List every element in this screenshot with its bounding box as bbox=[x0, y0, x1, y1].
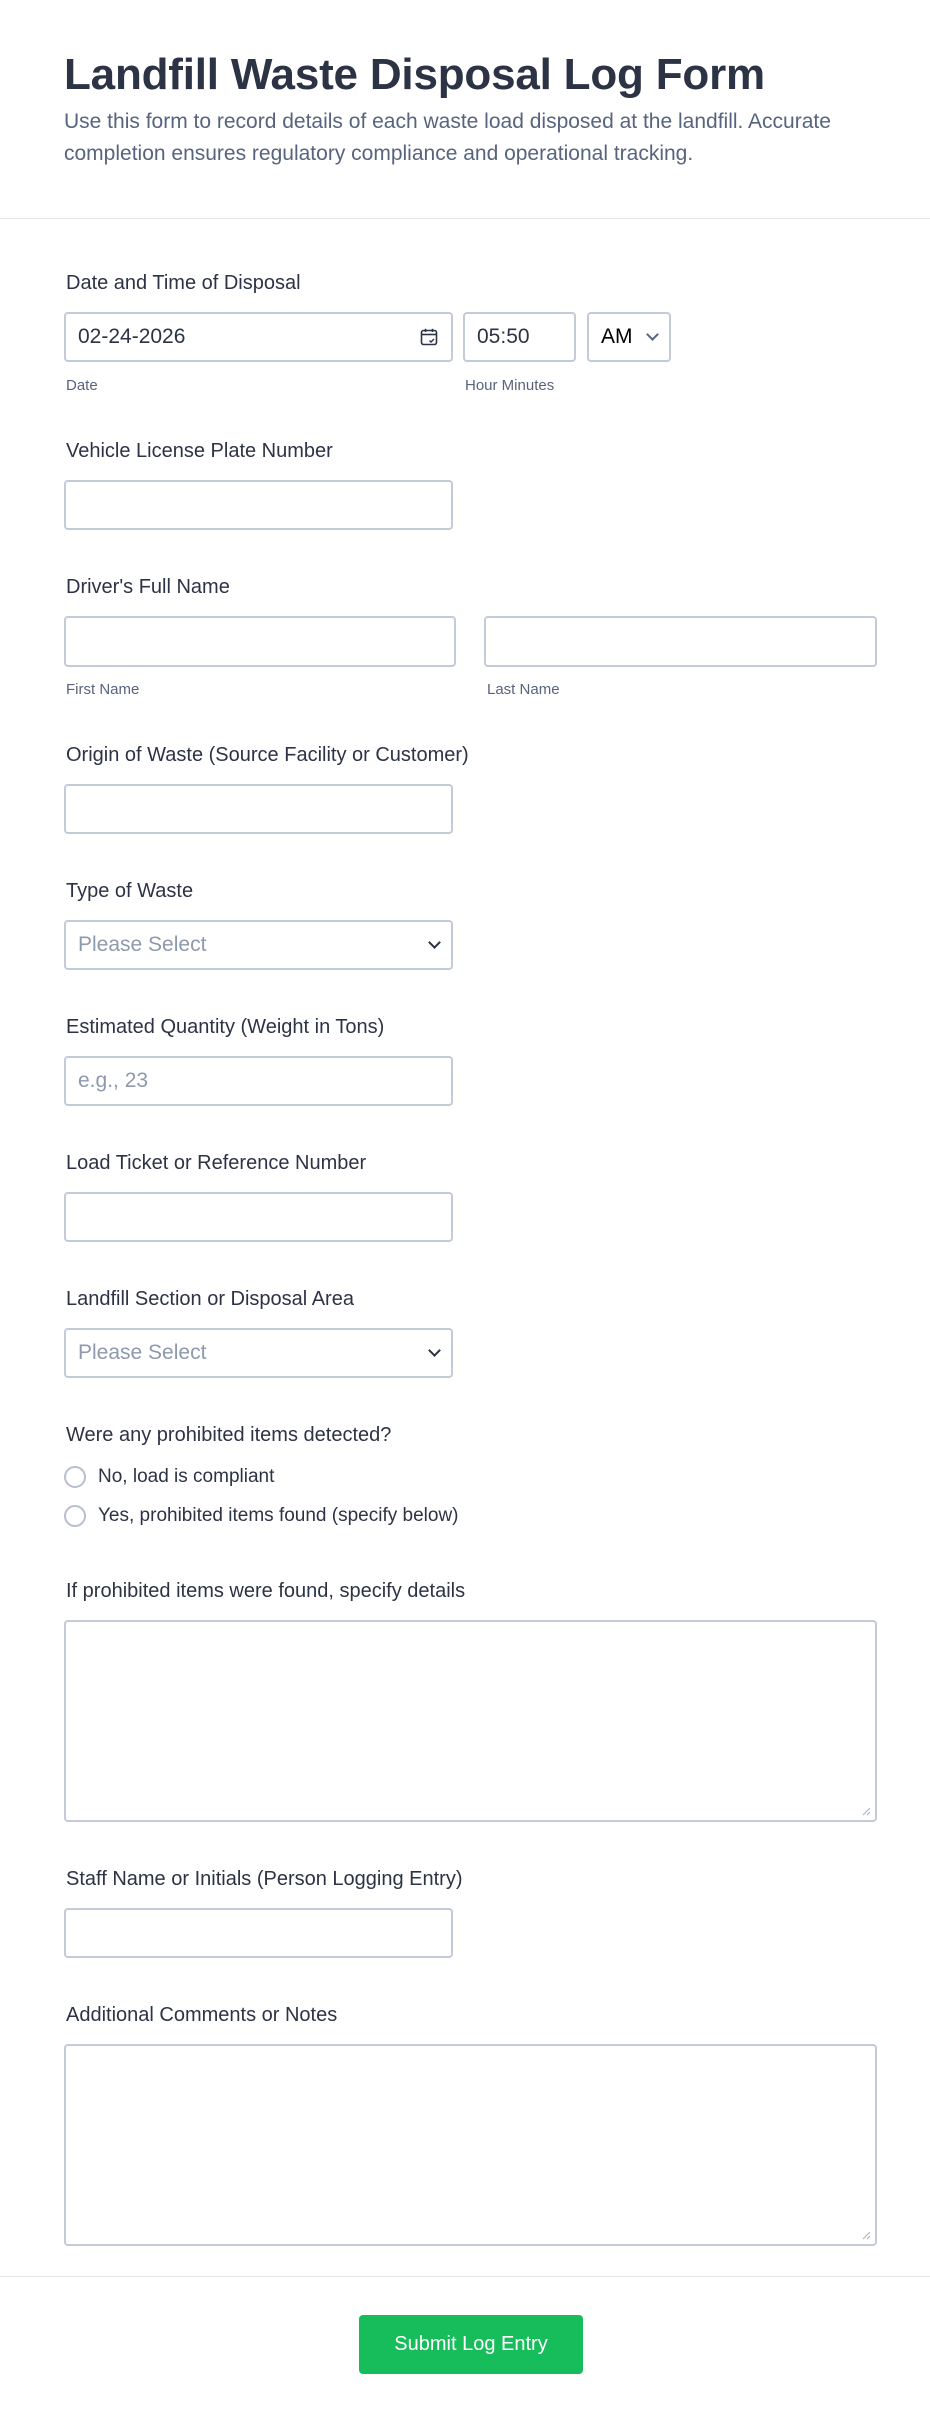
quantity-placeholder: e.g., 23 bbox=[78, 1069, 149, 1092]
section-label: Landfill Section or Disposal Area bbox=[66, 1288, 354, 1310]
section-select[interactable] bbox=[64, 1328, 453, 1378]
time-input[interactable] bbox=[463, 312, 576, 362]
waste-type-placeholder: Please Select bbox=[78, 933, 207, 956]
date-input[interactable] bbox=[64, 312, 453, 362]
section-placeholder: Please Select bbox=[78, 1341, 207, 1364]
time-sublabel: Hour Minutes bbox=[465, 377, 555, 394]
prohibited-details-label: If prohibited items were found, specify details bbox=[66, 1580, 466, 1602]
date-value: 02-24-2026 bbox=[78, 325, 186, 348]
prohibited-label: Were any prohibited items detected? bbox=[66, 1424, 392, 1446]
calendar-icon[interactable] bbox=[420, 328, 438, 346]
radio-option-compliant[interactable] bbox=[64, 1466, 274, 1488]
comments-label: Additional Comments or Notes bbox=[66, 2004, 338, 2026]
chevron-down-icon bbox=[646, 328, 659, 341]
ticket-input[interactable] bbox=[64, 1192, 453, 1242]
resize-handle-icon[interactable] bbox=[861, 1806, 871, 1816]
form-header bbox=[0, 0, 930, 219]
ampm-value: AM bbox=[601, 325, 633, 348]
quantity-input[interactable] bbox=[64, 1056, 453, 1106]
ampm-select[interactable] bbox=[587, 312, 671, 362]
date-time-label: Date and Time of Disposal bbox=[66, 272, 301, 294]
radio-label: Yes, prohibited items found (specify below) bbox=[98, 1505, 459, 1526]
quantity-label: Estimated Quantity (Weight in Tons) bbox=[66, 1016, 385, 1038]
waste-type-label: Type of Waste bbox=[66, 880, 194, 902]
first-name-sublabel: First Name bbox=[66, 681, 140, 698]
chevron-down-icon bbox=[428, 1344, 441, 1357]
form-description: Use this form to record details of each waste load disposed at the landfill. Accurate completion ensures regulatory compliance and operational tracking. bbox=[64, 110, 831, 165]
radio-option-prohibited-found[interactable] bbox=[64, 1505, 459, 1527]
comments-textarea[interactable] bbox=[64, 2044, 877, 2246]
chevron-down-icon bbox=[428, 936, 441, 949]
waste-type-select[interactable] bbox=[64, 920, 453, 970]
first-name-input[interactable] bbox=[64, 616, 456, 667]
time-value: 05:50 bbox=[477, 325, 530, 348]
prohibited-details-textarea[interactable] bbox=[64, 1620, 877, 1822]
plate-input[interactable] bbox=[64, 480, 453, 530]
radio-button[interactable] bbox=[64, 1505, 86, 1527]
staff-input[interactable] bbox=[64, 1908, 453, 1958]
submit-button[interactable]: Submit Log Entry bbox=[359, 2315, 583, 2374]
staff-label: Staff Name or Initials (Person Logging Entry) bbox=[66, 1868, 463, 1890]
last-name-input[interactable] bbox=[484, 616, 877, 667]
resize-handle-icon[interactable] bbox=[861, 2230, 871, 2240]
form-title: Landfill Waste Disposal Log Form bbox=[64, 50, 765, 99]
plate-label: Vehicle License Plate Number bbox=[66, 440, 333, 462]
origin-input[interactable] bbox=[64, 784, 453, 834]
radio-label: No, load is compliant bbox=[98, 1466, 275, 1487]
ticket-label: Load Ticket or Reference Number bbox=[66, 1152, 367, 1174]
date-sublabel: Date bbox=[66, 377, 98, 394]
last-name-sublabel: Last Name bbox=[487, 681, 560, 698]
driver-label: Driver's Full Name bbox=[66, 576, 230, 598]
radio-button[interactable] bbox=[64, 1466, 86, 1488]
form-footer bbox=[0, 2276, 930, 2424]
origin-label: Origin of Waste (Source Facility or Customer) bbox=[66, 744, 469, 766]
